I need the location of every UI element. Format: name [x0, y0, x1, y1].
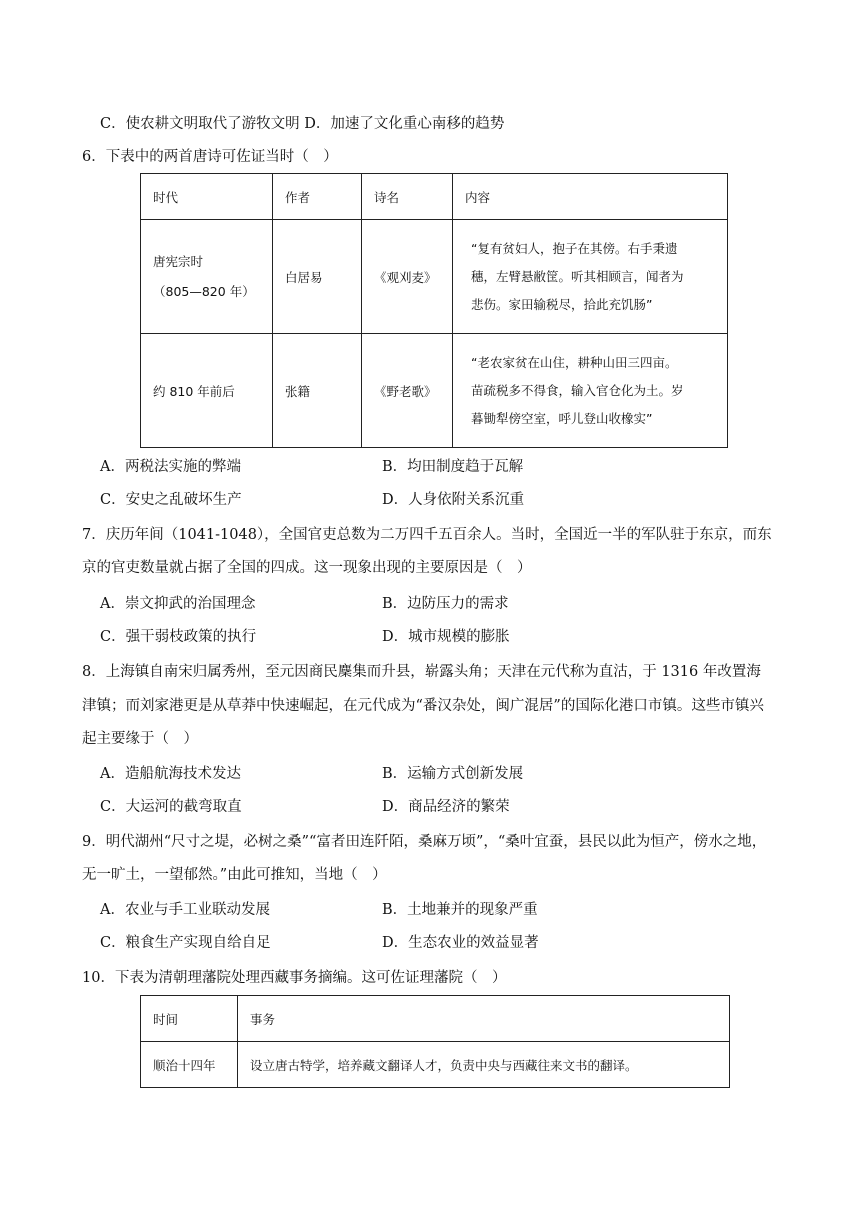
q8-stem-line1: 8．上海镇自南宋归属秀州，至元因商民麇集而升县，崭露头角；天津在元代称为直沽，于 1316 年改置海: [82, 664, 761, 680]
q7-option-d: D．城市规模的膨胀: [382, 629, 510, 645]
q6-header-author: 作者: [273, 174, 362, 220]
table-row: [141, 334, 728, 448]
q7-option-a: A．崇文抑武的治国理念: [100, 596, 256, 612]
q6-row1-content-line: 悲伤。家田输税尽，拾此充饥肠”: [471, 296, 653, 312]
q8-stem-line2: 津镇；而刘家港更是从草莽中快速崛起，在元代成为“番汉杂处，闽广混居”的国际化港口市镇。这些市镇兴: [82, 698, 764, 714]
q6-row2-content-line: “老农家贫在山住，耕种山田三四亩。: [471, 354, 678, 370]
q6-row2-content: [453, 334, 728, 448]
q7-stem-line1: 7．庆历年间（1041-1048），全国官吏总数为二万四千五百余人。当时，全国近一半的军队驻于东京，而东: [82, 527, 772, 543]
q6-option-c: C．安史之乱破坏生产: [100, 492, 242, 508]
q6-row2-content-line: 苗疏税多不得食，输入官仓化为土。岁: [471, 382, 684, 398]
q6-table: [140, 173, 728, 448]
q6-row1-content: [453, 220, 728, 334]
q10-table-header: [141, 996, 730, 1042]
q5-options-c-d: C．使农耕文明取代了游牧文明 D．加速了文化重心南移的趋势: [100, 116, 505, 132]
q6-row2-title: 《野老歌》: [362, 334, 453, 448]
q6-header-era: 时代: [141, 174, 273, 220]
q10-table: [140, 995, 730, 1088]
q6-row2-author: 张籍: [273, 334, 362, 448]
q6-option-a: A．两税法实施的弊端: [100, 459, 241, 475]
q6-row1-author: 白居易: [273, 220, 362, 334]
q6-row2-era: 约 810 年前后: [141, 334, 273, 448]
q7-option-c: C．强干弱枝政策的执行: [100, 629, 257, 645]
q10-row1-affair: 设立唐古特学，培养藏文翻译人才，负责中央与西藏往来文书的翻译。: [238, 1042, 730, 1088]
q6-option-d: D．人身依附关系沉重: [382, 492, 525, 508]
q6-row1-era-line1: 唐宪宗时: [153, 253, 204, 269]
table-row: [141, 220, 728, 334]
q8-option-a: A．造船航海技术发达: [100, 766, 241, 782]
q9-stem-line2: 无一旷土，一望郁然。”由此可推知，当地（ ）: [82, 867, 387, 883]
q9-option-d: D．生态农业的效益显著: [382, 935, 539, 951]
table-row: [141, 1042, 730, 1088]
q7-option-b: B．边防压力的需求: [382, 596, 509, 612]
q6-header-title: 诗名: [362, 174, 453, 220]
q9-option-a: A．农业与手工业联动发展: [100, 902, 270, 918]
q6-row1-era: [141, 220, 273, 334]
q10-stem: 10．下表为清朝理藩院处理西藏事务摘编。这可佐证理藩院（ ）: [82, 970, 507, 986]
q10-row1-time: 顺治十四年: [141, 1042, 238, 1088]
q8-option-b: B．运输方式创新发展: [382, 766, 524, 782]
q8-option-c: C．大运河的截弯取直: [100, 799, 242, 815]
q6-row1-content-line: 穗，左臂悬敝筐。听其相顾言，闻者为: [471, 268, 684, 284]
q6-row1-era-line2: （805—820 年）: [153, 283, 255, 299]
q10-header-time: 时间: [141, 996, 238, 1042]
q6-row1-content-line: “复有贫妇人，抱子在其傍。右手秉遗: [471, 240, 678, 256]
q9-stem-line1: 9．明代湖州“尺寸之堤，必树之桑”“富者田连阡陌，桑麻万顷”，“桑叶宜蚕，县民以此为恒产，傍水之地，: [82, 834, 767, 850]
q7-stem-line2: 京的官吏数量就占据了全国的四成。这一现象出现的主要原因是（ ）: [82, 560, 532, 576]
q6-row2-content-line: 暮锄犁傍空室，呼儿登山收橡实”: [471, 410, 653, 426]
q6-table-header: [141, 174, 728, 220]
q9-option-b: B．土地兼并的现象严重: [382, 902, 538, 918]
q6-option-b: B．均田制度趋于瓦解: [382, 459, 524, 475]
q8-option-d: D．商品经济的繁荣: [382, 799, 510, 815]
q9-option-c: C．粮食生产实现自给自足: [100, 935, 271, 951]
q6-header-content: 内容: [453, 174, 728, 220]
q8-stem-line3: 起主要缘于（ ）: [82, 731, 198, 747]
q10-header-affair: 事务: [238, 996, 730, 1042]
q6-stem: 6．下表中的两首唐诗可佐证当时（ ）: [82, 149, 338, 165]
q6-row1-title: 《观刈麦》: [362, 220, 453, 334]
